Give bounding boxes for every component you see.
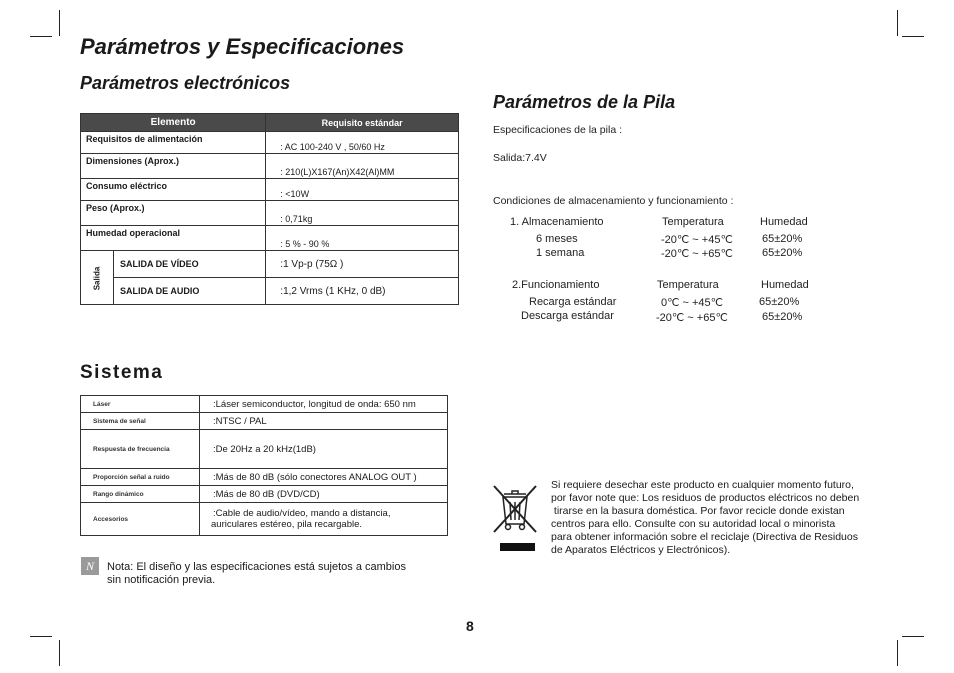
crop-mark <box>902 636 924 637</box>
operation-hum-header: Humedad <box>761 279 809 291</box>
table-row <box>81 278 459 305</box>
video-output-value: :1 Vp-p (75Ω ) <box>266 251 459 278</box>
crop-mark <box>59 640 60 666</box>
operation-label: Descarga estándar <box>521 310 614 322</box>
table-row <box>81 430 448 469</box>
operation-heading: 2.Funcionamiento <box>512 279 600 291</box>
page-title: Parámetros y Especificaciones <box>80 34 405 59</box>
recycling-line: de Aparatos Eléctricos y Electrónicos). <box>551 544 731 556</box>
row-label: Dimensiones (Aprox.) <box>81 154 266 179</box>
row-value: :Láser semiconductor, longitud de onda: 650 nm <box>200 396 448 413</box>
row-value: : 210(L)X167(An)X42(Al)MM <box>266 154 459 179</box>
storage-hum-header: Humedad <box>760 216 808 228</box>
note-text <box>107 561 452 587</box>
operation-hum: 65±20% <box>759 296 800 308</box>
table-row <box>81 396 448 413</box>
electronics-title: Parámetros electrónicos <box>80 73 291 93</box>
value-line: auriculares estéreo, pila recargable. <box>211 519 363 530</box>
storage-label: 1 semana <box>536 247 585 259</box>
operation-label: Recarga estándar <box>529 296 617 308</box>
recycling-line: centros para ello. Consulte con su autoridad local o minorista <box>551 518 836 530</box>
row-value: : AC 100-240 V , 50/60 Hz <box>266 132 459 154</box>
crop-mark <box>902 36 924 37</box>
storage-temp-header: Temperatura <box>662 216 724 228</box>
row-value: : 0,71kg <box>266 201 459 226</box>
row-label: Accesorios <box>81 503 200 536</box>
storage-hum: 65±20% <box>762 247 803 259</box>
table-row <box>81 154 459 179</box>
row-value <box>200 503 448 536</box>
note-icon: N <box>81 557 99 575</box>
row-value: : 5 % - 90 % <box>266 226 459 251</box>
table-row <box>81 226 459 251</box>
storage-temp: -20℃ ~ +45℃ <box>661 234 733 246</box>
row-value: :NTSC / PAL <box>200 413 448 430</box>
recycling-text <box>551 479 891 557</box>
recycling-line: por favor note que: Los residuos de productos eléctricos no deben <box>551 492 860 504</box>
table-row <box>81 179 459 201</box>
storage-heading: 1. Almacenamiento <box>510 216 604 228</box>
row-label: Láser <box>81 396 200 413</box>
header-requirement: Requisito estándar <box>266 114 459 132</box>
storage-hum: 65±20% <box>762 233 803 245</box>
battery-conditions: Condiciones de almacenamiento y funcionamiento : <box>493 195 734 207</box>
row-label: Consumo eléctrico <box>81 179 266 201</box>
recycling-line: Si requiere desechar este producto en cualquier momento futuro, <box>551 479 854 491</box>
storage-label: 6 meses <box>536 233 578 245</box>
operation-temp: -20℃ ~ +65℃ <box>656 312 728 324</box>
battery-output: Salida:7.4V <box>493 152 547 164</box>
crop-mark <box>897 640 898 666</box>
page-number: 8 <box>466 618 474 634</box>
operation-temp-header: Temperatura <box>657 279 719 291</box>
crop-mark <box>59 10 60 36</box>
row-label: Sistema de señal <box>81 413 200 430</box>
table-row <box>81 469 448 486</box>
audio-output-label: SALIDA DE AUDIO <box>114 278 266 305</box>
system-title: Sistema <box>80 362 164 383</box>
row-value: :De 20Hz a 20 kHz(1dB) <box>200 430 448 469</box>
crop-mark <box>30 636 52 637</box>
row-label: Requisitos de alimentación <box>81 132 266 154</box>
table-row <box>81 201 459 226</box>
operation-hum: 65±20% <box>762 311 803 323</box>
operation-temp: 0℃ ~ +45℃ <box>661 297 724 309</box>
table-row <box>81 486 448 503</box>
row-value: :Más de 80 dB (sólo conectores ANALOG OUT ) <box>200 469 448 486</box>
storage-temp: -20℃ ~ +65℃ <box>661 248 733 260</box>
row-value: : <10W <box>266 179 459 201</box>
note-line: Nota: El diseño y las especificaciones está sujetos a cambios <box>107 561 406 573</box>
table-header-row <box>81 114 459 132</box>
crop-mark <box>897 10 898 36</box>
header-element: Elemento <box>81 114 266 132</box>
table-row <box>81 251 459 278</box>
table-row <box>81 413 448 430</box>
table-row <box>81 132 459 154</box>
battery-spec-label: Especificaciones de la pila : <box>493 124 622 136</box>
recycling-line: tirarse en la basura doméstica. Por favor recicle donde existan <box>551 505 845 517</box>
electronics-table <box>80 113 459 305</box>
row-label: Respuesta de frecuencia <box>81 430 200 469</box>
row-label: Rango dinámico <box>81 486 200 503</box>
value-line: :Cable de audio/vídeo, mando a distancia, <box>213 508 391 519</box>
salida-cell <box>81 251 114 305</box>
note-line: sin notificación previa. <box>107 574 216 586</box>
crossed-bin-icon <box>490 482 540 552</box>
salida-label: Salida <box>92 266 102 290</box>
crop-mark <box>30 36 52 37</box>
row-value: :Más de 80 dB (DVD/CD) <box>200 486 448 503</box>
audio-output-value: :1,2 Vrms (1 KHz, 0 dB) <box>266 278 459 305</box>
system-table <box>80 395 448 536</box>
row-label: Humedad operacional <box>81 226 266 251</box>
row-label: Peso (Aprox.) <box>81 201 266 226</box>
battery-title: Parámetros de la Pila <box>493 92 676 112</box>
recycling-line: para obtener información sobre el reciclaje (Directiva de Residuos <box>551 531 858 543</box>
video-output-label: SALIDA DE VÍDEO <box>114 251 266 278</box>
row-label: Proporción señal a ruido <box>81 469 200 486</box>
table-row <box>81 503 448 536</box>
